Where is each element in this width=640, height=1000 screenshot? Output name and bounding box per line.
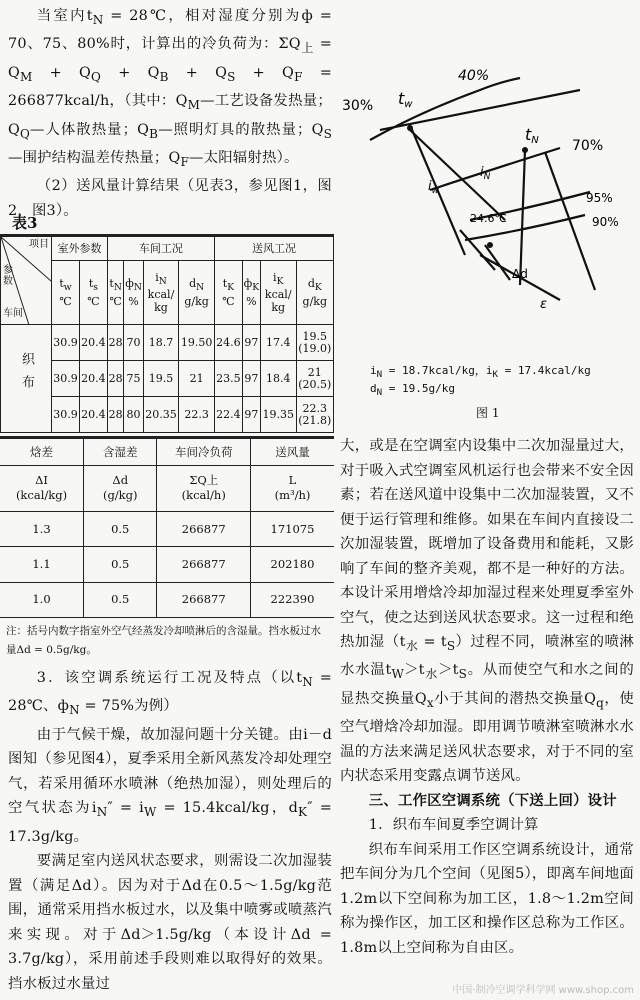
cell: 1.1 xyxy=(0,547,84,582)
cell: 0.5 xyxy=(84,582,157,617)
unit-cell: ΔI (kcal/kg) xyxy=(0,466,84,512)
figure-1 xyxy=(340,40,635,420)
cell: 19.5 (19.0) xyxy=(296,325,333,361)
table-row xyxy=(1,325,334,361)
paragraph: 织布车间采用工作区空调系统设计，通常把车间分为几个空间（见图5），即离车间地面1.2m以下空间称为加工区，1.8～1.2m空间称为操作区，加工区和操作区总称为工作区。1.8m以上空间称为自由区。 xyxy=(340,841,634,956)
section-heading: 三、工作区空调系统（下送上回）设计 xyxy=(368,791,617,809)
left-text-block xyxy=(8,666,332,996)
sub-header-cell: $d_K$ g/kg xyxy=(296,261,333,325)
cell: 28 xyxy=(107,361,123,397)
cell: 17.4 xyxy=(260,325,296,361)
group-header: 车间工况 xyxy=(107,237,214,261)
top-text-block xyxy=(8,4,332,223)
cell: 97 xyxy=(242,325,260,361)
header-cell: 含湿差 xyxy=(84,439,157,466)
cell: 222390 xyxy=(250,582,334,617)
table-note: 注：括号内数字指室外空气经蒸发冷却喷淋后的含湿量。挡水板过水量Δd = 0.5g/kg。 xyxy=(6,625,321,656)
cell: 75 xyxy=(124,361,143,397)
cell: 266877 xyxy=(157,582,251,617)
cell: 28 xyxy=(107,325,123,361)
unit-cell: L (m³/h) xyxy=(250,466,334,512)
cell: 18.7 xyxy=(143,325,179,361)
cell: 30.9 xyxy=(52,361,80,397)
label-in: $i_N$ xyxy=(480,165,491,182)
label-tw: tw xyxy=(398,89,413,110)
cell: 18.4 xyxy=(260,361,296,397)
summary-table xyxy=(0,438,334,618)
table-row xyxy=(0,582,334,617)
cell: 266877 xyxy=(157,547,251,582)
right-text-block xyxy=(340,434,634,960)
cell: 20.4 xyxy=(79,361,107,397)
cell: 24.6 xyxy=(214,325,242,361)
cell: 70 xyxy=(124,325,143,361)
label-24-6c: 24.6℃ xyxy=(470,212,507,225)
group-header: 室外参数 xyxy=(52,237,108,261)
label-70pct: 70% xyxy=(572,138,604,154)
sub-header-cell: $ф_K$ % xyxy=(242,261,260,325)
cell: 1.0 xyxy=(0,582,84,617)
cell: 0.5 xyxy=(84,511,157,546)
workshop-label: 织布 xyxy=(19,352,34,398)
cell: 97 xyxy=(242,397,260,433)
paragraph: 要满足室内送风状态要求，则需设二次加湿装置（满足Δd）。因为对于Δd在0.5～1.5g/kg范围，通常采用挡水板过水，以及集中喷雾或喷蒸汽来实现。对于Δd＞1.5g/kg（本设计Δd = 3.7g/kg），采用前述手段则难以取得好的效果。挡水板过水量过 xyxy=(8,853,332,992)
label-95pct: 95% xyxy=(586,191,613,205)
unit-cell: ΣQ上 (kcal/h) xyxy=(157,466,251,512)
watermark: 中国·制冷空调学科学网 www.shop.com xyxy=(452,985,634,996)
cell: 0.5 xyxy=(84,547,157,582)
sub-header-cell: $t_s$ ℃ xyxy=(79,261,107,325)
label-delta-d: Δd xyxy=(512,267,528,281)
sub-header-cell: $d_N$ g/kg xyxy=(179,261,215,325)
header-cell: 焓差 xyxy=(0,439,84,466)
cell: 171075 xyxy=(250,511,334,546)
cell: 23.5 xyxy=(214,361,242,397)
label-epsilon: ε xyxy=(540,297,548,312)
unit-cell: Δd (g/kg) xyxy=(84,466,157,512)
cell: 19.50 xyxy=(179,325,215,361)
cell: 20.4 xyxy=(79,397,107,433)
sub-header-cell: $t_K$ ℃ xyxy=(214,261,242,325)
paragraph: 由于气候干燥，故加湿问题十分关键。由i－d图知（参见图4），夏季采用全新风蒸发冷却处理空气，若采用循环水喷淋（绝热加湿），则处理后的空气状态为$i_N'' = i_W$ = 15.4kcal/kg，$d_K'' = 17.3g/kg$。 xyxy=(8,726,333,845)
cell: 22.3 (21.8) xyxy=(296,397,333,433)
cell: 30.9 xyxy=(52,397,80,433)
data-table xyxy=(0,236,334,433)
subsection-heading: 1．织布车间夏季空调计算 xyxy=(368,817,539,834)
cell: 97 xyxy=(242,361,260,397)
section-heading: 3．该空调系统运行工况及特点（以$t_N$ = 28℃、$ф_N = 75\%$为例） xyxy=(8,670,332,718)
figure-caption-line: $i_N$ = 18.7kcal/kg，$i_K$ = 17.4kcal/kg xyxy=(370,364,591,381)
paragraph: 当室内$t_N$ = 28℃，相对湿度分别为ф = 70、75、80%时，计算出的冷负荷为：$\Sigma Q_上 = Q_M + Q_Q + Q_B + Q_S + Q_F$ = 266877kcal/h，（其中：$Q_M—$工艺设备发热量；$Q_Q—$人体散热量；$Q_B—$照明灯具的散热量；$Q_S—$围护结构温差传热量；$Q_F—$太阳辐射热）。 xyxy=(8,8,333,169)
cell: 21 (20.5) xyxy=(296,361,333,397)
cell: 21 xyxy=(179,361,215,397)
cell: 20.4 xyxy=(79,325,107,361)
label-40pct: 40% xyxy=(458,68,490,84)
figure-caption-line: $d_N = 19.5g/kg$ xyxy=(370,382,455,399)
corner-label-top: 项目 xyxy=(29,239,49,250)
paragraph: 大，或是在空调室内设集中二次加湿量过大，对于吸入式空调室风机运行也会带来不安全因素；若在送风道中设集中二次加湿装置，又不便于运行管理和维修。如果在车间内直接设二次加湿装置，既增加了设备费用和能耗，又影响了车间的整齐美观，都不是一种好的方法。本设计采用增焓冷却加湿过程来处理夏季室外空气，使之达到送风状态要求。这一过程和绝热加湿$(t_水 = t_S)$过程不同，喷淋室的喷淋水水温$t_W>t_水>t_S$。从而使空气和水之间的显热交换量$Q_x$小于其间的潜热交换量$Q_q$，使空气增焓冷却加湿。即用调节喷淋室喷淋水水温的方法来满足送风状态要求，对于不同的室内状态采用变露点调节送风。 xyxy=(340,438,635,785)
cell: 1.3 xyxy=(0,511,84,546)
cell: 30.9 xyxy=(52,325,80,361)
cell: 22.4 xyxy=(214,397,242,433)
cell: 80 xyxy=(124,397,143,433)
group-header: 送风工况 xyxy=(214,237,333,261)
cell: 28 xyxy=(107,397,123,433)
label-30pct: 30% xyxy=(342,98,374,114)
table-row xyxy=(0,547,334,582)
cell: 19.35 xyxy=(260,397,296,433)
cell: 266877 xyxy=(157,511,251,546)
paragraph: （2）送风量计算结果（见表3，参见图1，图2，图3）。 xyxy=(8,178,332,219)
corner-label-bot: 车间 xyxy=(3,308,23,319)
label-tn: tN xyxy=(525,125,539,146)
corner-label-mid: 参数 xyxy=(3,265,13,287)
psychrometric-diagram xyxy=(340,40,635,340)
table-title: 表3 xyxy=(12,214,38,232)
figure-title: 图 1 xyxy=(476,406,500,420)
sub-header-cell: $t_N$ ℃ xyxy=(107,261,123,325)
cell: 22.3 xyxy=(179,397,215,433)
sub-header-cell: $i_K$ kcal/ kg xyxy=(260,261,296,325)
sub-header-cell: $t_w$ ℃ xyxy=(52,261,80,325)
header-cell: 车间冷负荷 xyxy=(157,439,251,466)
corner-cell xyxy=(1,237,52,325)
workshop-cell xyxy=(1,325,52,433)
sub-header-cell: $i_N$ kcal/ kg xyxy=(143,261,179,325)
label-90pct: 90% xyxy=(592,215,619,229)
table-row xyxy=(0,511,334,546)
label-iw: $i_w$ xyxy=(428,179,439,196)
header-cell: 送风量 xyxy=(250,439,334,466)
sub-header-cell: $ф_N$ % xyxy=(124,261,143,325)
cell: 20.35 xyxy=(143,397,179,433)
cell: 19.5 xyxy=(143,361,179,397)
cell: 202180 xyxy=(250,547,334,582)
